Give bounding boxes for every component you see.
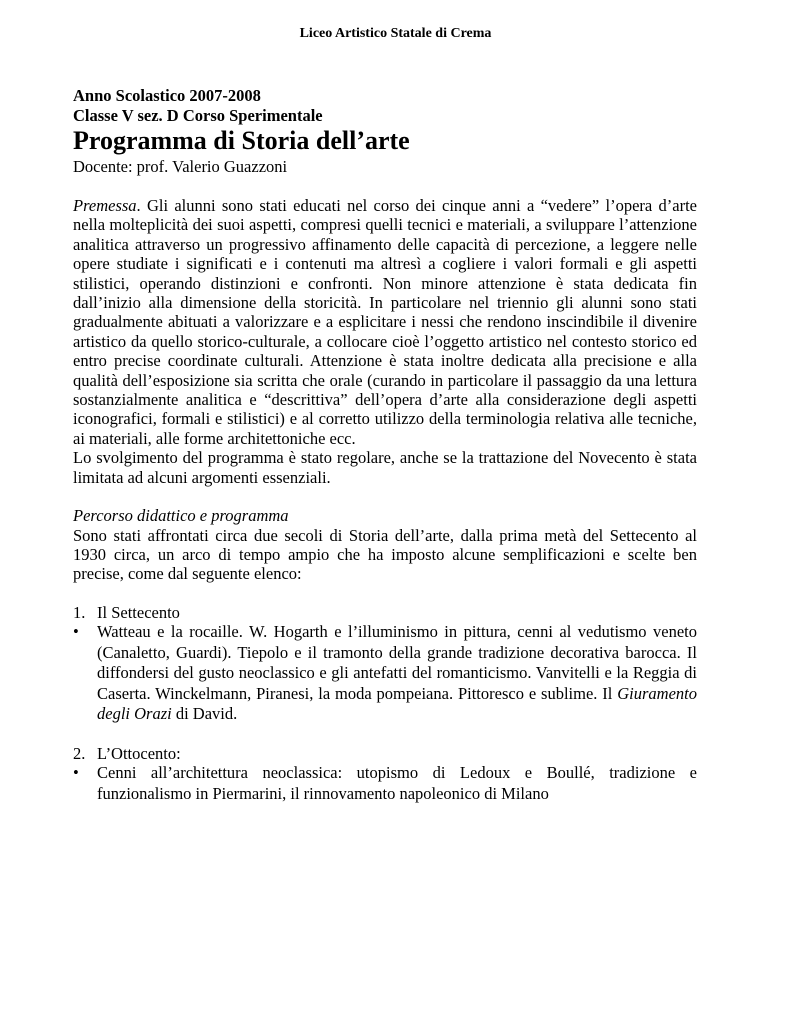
document-body [73, 86, 697, 804]
premessa-paragraph-2: Lo svolgimento del programma è stato regolare, anche se la trattazione del Novecento è stata limitata ad alcuni argomenti essenziali. [73, 448, 697, 487]
page-header: Liceo Artistico Statale di Crema [299, 26, 492, 41]
premessa-label: Premessa [73, 196, 137, 215]
bullet-icon: • [73, 622, 79, 642]
percorso-text: Sono stati affrontati circa due secoli di Storia dell’arte, dalla prima metà del Settecento al 1930 circa, un arco di tempo ampio che ha imposto alcune semplificazioni e scelte ben precise, come dal seguente elenco: [73, 525, 697, 584]
document-title: Programma di Storia dell’arte [73, 126, 410, 155]
section-heading-1 [73, 603, 697, 622]
artwork-title: Giuramento degli Orazi [97, 683, 697, 724]
teacher-line: Docente: prof. Valerio Guazzoni [73, 157, 288, 176]
percorso-title: Percorso didattico e programma [73, 506, 289, 526]
premessa-text: . Gli alunni sono stati educati nel corso dei cinque anni a “vedere” l’opera d’arte nella molteplicità dei suoi aspetti, compresi quelli tecnici e materiali, a sviluppare l’attenzione analitica attraverso un progressivo affinamento delle capacità di percezione, a leggere nelle opere studiate i significati e i contenuti ma altresì a cogliere i valori formali e gli aspetti stilistici, operando distinzioni e confronti. Non minore attenzione è stata dedicata fin dall’inizio alla dimensione della storicità. In particolare nel triennio gli alunni sono stati gradualmente abituati a valorizzare e a esplicitare i nessi che rendono inscindibile il divenire artistico da quello storico-culturale, a collocare cioè l’oggetto artistico nel contesto storico ed entro precise coordinate culturali. Attenzione è stata inoltre dedicata alla precisione e alla qualità dell’esposizione sia scritta che orale (curando in particolare il passaggio da una lettura sostanzialmente analitica e “descrittiva” dell’opera d’arte alla considerazione degli aspetti iconografici, formali e stilistici) e al corretto utilizzo della terminologia relativa alle tecniche, ai materiali, alle forme architettoniche ecc. [73, 196, 697, 448]
section-number: 1. [73, 602, 86, 622]
section-title: L’Ottocento: [97, 743, 181, 763]
class-info: Classe V sez. D Corso Sperimentale [73, 106, 323, 125]
list-item-text: Watteau e la rocaille. W. Hogarth e l’illuminismo in pittura, cenni al vedutismo veneto (Canaletto, Guardi). Tiepolo e il tramonto della grande tradizione decorativa barocca. Il diffondersi del gusto neoclassico e gli antefatti del romanticismo. Vanvitelli e la Reggia di Caserta. Winckelmann, Piranesi, la moda pompeiana. Pittoresco e sublime. Il [97, 622, 697, 703]
section-heading-2 [73, 744, 697, 763]
list-item-text-end: di David. [171, 704, 238, 724]
bullet-icon: • [73, 763, 79, 783]
school-year: Anno Scolastico 2007-2008 [73, 86, 261, 105]
list-item [73, 763, 697, 804]
section-title: Il Settecento [97, 602, 180, 622]
list-item [73, 622, 697, 725]
list-item-text: Cenni all’architettura neoclassica: utopismo di Ledoux e Boullé, tradizione e funzionalismo in Piermarini, il rinnovamento napoleonico di Milano [97, 763, 697, 803]
section-number: 2. [73, 743, 86, 763]
premessa-paragraph [73, 196, 697, 448]
